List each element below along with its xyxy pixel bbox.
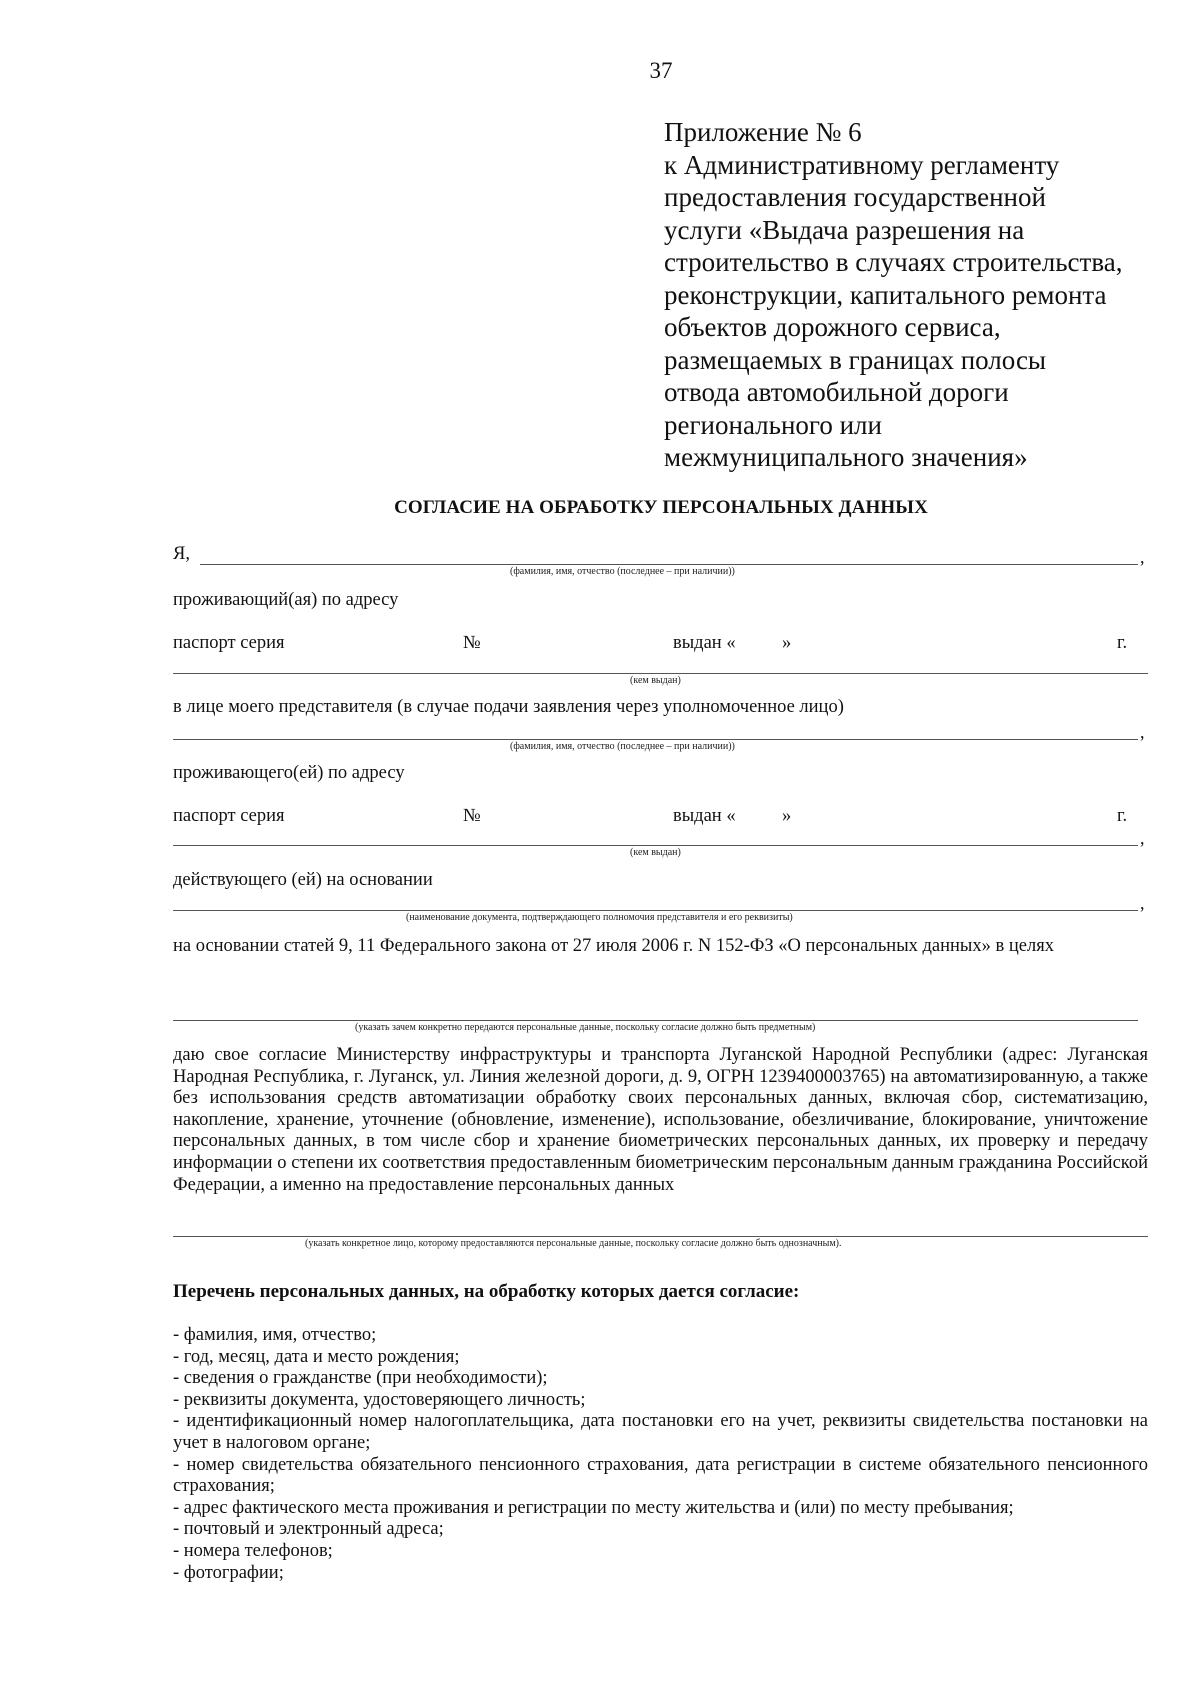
list-item: - фамилия, имя, отчество; <box>173 1325 377 1345</box>
comma: , <box>1140 547 1145 567</box>
legal-basis-text: на основании статей 9, 11 Федерального закона от 27 июля 2006 г. N 152-ФЗ «О персональных данных» в целях <box>173 936 1054 956</box>
comma: , <box>1140 722 1145 742</box>
issued-by-rep-caption: (кем выдан) <box>630 847 681 858</box>
comma: , <box>1140 828 1145 848</box>
rep-fio-caption: (фамилия, имя, отчество (последнее – при наличии)) <box>510 741 735 752</box>
list-heading: Перечень персональных данных, на обработку которых дается согласие: <box>173 1281 800 1302</box>
issued-open: выдан « <box>673 633 736 653</box>
document-caption: (наименование документа, подтверждающего полномочия представителя и его реквизиты) <box>406 912 793 923</box>
recipient-field-line[interactable] <box>173 1236 1148 1237</box>
appendix-line: объектов дорожного сервиса, <box>664 312 1001 342</box>
document-title: СОГЛАСИЕ НА ОБРАБОТКУ ПЕРСОНАЛЬНЫХ ДАННЫХ <box>394 497 928 518</box>
purpose-caption: (указать зачем конкретно передаются персональные данные, поскольку согласие должно быть предметным) <box>355 1022 816 1033</box>
list-item: - реквизиты документа, удостоверяющего личность; <box>173 1389 586 1410</box>
issued-open: выдан « <box>673 806 736 826</box>
fio-caption: (фамилия, имя, отчество (последнее – при наличии)) <box>510 566 735 577</box>
issued-by-rep-field-line[interactable] <box>173 845 1138 846</box>
appendix-line: реконструкции, капитального ремонта <box>664 279 1107 310</box>
acting-label: действующего (ей) на основании <box>173 870 433 890</box>
issued-by-field-line[interactable] <box>173 673 1148 674</box>
list-item: - номера телефонов; <box>173 1540 333 1561</box>
issued-by-caption: (кем выдан) <box>630 675 681 686</box>
appendix-line: размещаемых в границах полосы <box>664 344 1047 375</box>
fio-field-line[interactable] <box>200 564 1138 565</box>
comma: , <box>1140 893 1145 913</box>
consent-paragraph: даю свое согласие Министерству инфраструктуры и транспорта Луганской Народной Республики (адрес: Луганская Народная Республика, г. Луганск, ул. Линия железной дороги, д. 9, ОГРН 1239400003765) на автоматизированную, а также без использования средств автоматизации обработку своих персональных данных, включая сбор, систематизацию, накопление, хранение, уточнение (обновление, изменение), использование, обезличивание, блокирование, уничтожение персональных данных, в том числе сбор и хранение биометрических персональных данных, их проверку и передачу информации о степени их соответствия предоставленным биометрическим персональным данным гражданина Российской Федерации, а именно на предоставление персональных данных <box>173 1045 1148 1195</box>
list-item: - сведения о гражданстве (при необходимости); <box>173 1368 548 1389</box>
list-item: - год, месяц, дата и место рождения; <box>173 1346 460 1367</box>
residing-label: проживающий(ая) по адресу <box>173 590 399 610</box>
residing-rep-label: проживающего(ей) по адресу <box>173 763 405 783</box>
appendix-line: Приложение № 6 <box>664 117 862 147</box>
rep-fio-field-line[interactable] <box>173 739 1138 740</box>
page-number: 37 <box>649 58 673 83</box>
appendix-line: межмуниципального значения» <box>664 442 1028 472</box>
i-label: Я, <box>173 544 190 564</box>
list-item: - фотографии; <box>173 1562 284 1583</box>
appendix-line: отвода автомобильной дороги <box>664 377 1009 407</box>
issued-close: » <box>782 806 792 826</box>
appendix-line: регионального или <box>664 409 882 440</box>
passport-series-label: паспорт серия <box>173 806 285 826</box>
year-abbr: г. <box>1117 806 1128 826</box>
issued-close: » <box>782 633 792 653</box>
passport-series-label: паспорт серия <box>173 633 285 653</box>
personal-data-list <box>173 1325 1148 1584</box>
appendix-header <box>664 116 1184 474</box>
representative-label: в лице моего представителя (в случае подачи заявления через уполномоченное лицо) <box>173 697 844 717</box>
appendix-line: предоставления государственной <box>664 182 1046 212</box>
list-item: - почтовый и электронный адреса; <box>173 1519 444 1540</box>
list-item: - номер свидетельства обязательного пенсионного страхования, дата регистрации в системе обязательного пенсионного страхования; <box>173 1454 1148 1497</box>
passport-number-sign: № <box>463 633 481 653</box>
passport-number-sign: № <box>463 806 481 826</box>
appendix-line: к Административному регламенту <box>664 149 1060 180</box>
purpose-field-line[interactable] <box>173 1020 1138 1021</box>
document-field-line[interactable] <box>173 910 1138 911</box>
recipient-caption: (указать конкретное лицо, которому предоставляются персональные данные, поскольку согласие должно быть однозначным). <box>305 1238 842 1249</box>
appendix-line: услуги «Выдача разрешения на <box>664 214 1025 245</box>
appendix-line: строительство в случаях строительства, <box>664 247 1123 277</box>
list-item: - адрес фактического места проживания и регистрации по месту жительства и (или) по месту пребывания; <box>173 1497 1014 1518</box>
list-item: - идентификационный номер налогоплательщика, дата постановки его на учет, реквизиты свидетельства постановки на учет в налоговом органе; <box>173 1411 1148 1453</box>
year-abbr: г. <box>1117 633 1128 653</box>
